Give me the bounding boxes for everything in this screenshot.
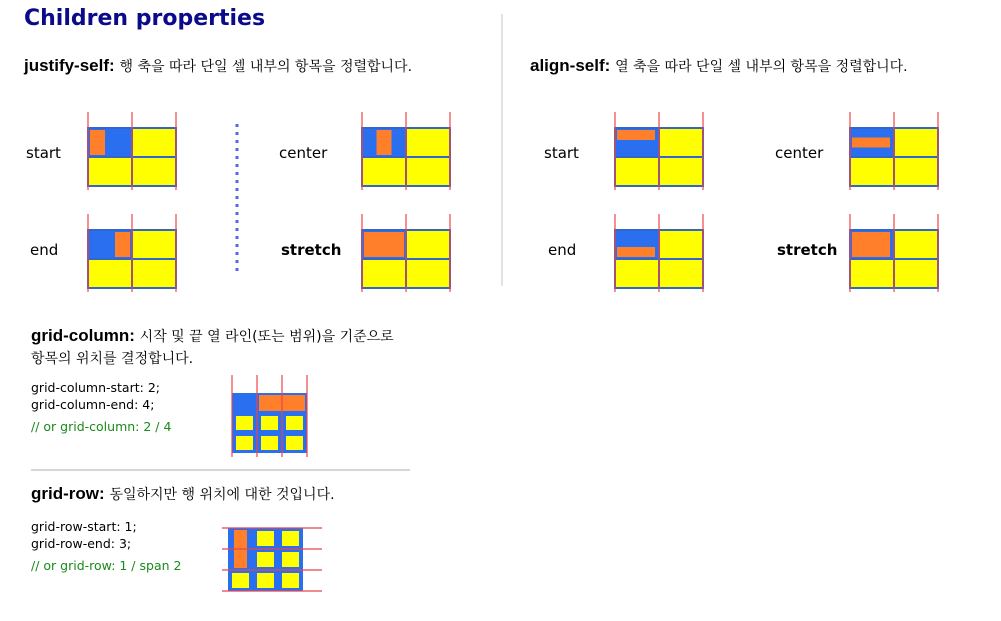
- align-self-heading: [530, 56, 908, 76]
- grid-item: [115, 232, 130, 257]
- grid-cell: [132, 230, 176, 259]
- grid-cell: [894, 157, 938, 186]
- justify-self-description: 행 축을 따라 단일 셀 내부의 항목을 정렬합니다.: [119, 59, 413, 75]
- grid-cell: [850, 259, 894, 288]
- grid-column-heading: [31, 326, 394, 346]
- align-stretch-label: stretch: [777, 241, 838, 259]
- grid-cell: [286, 416, 303, 430]
- justify-start-diagram: [86, 112, 180, 190]
- grid-column-description-line1: 시작 및 끝 열 라인(또는 범위)을 기준으로: [139, 329, 394, 345]
- grid-item: [377, 130, 392, 155]
- page-title: Children properties: [24, 6, 266, 31]
- grid-item: [852, 232, 890, 257]
- grid-cell: [132, 128, 176, 157]
- justify-self-name: justify-self:: [24, 56, 115, 75]
- grid-row-description: 동일하지만 행 위치에 대한 것입니다.: [109, 487, 335, 503]
- grid-cell: [286, 436, 303, 450]
- justify-end-diagram: [86, 214, 180, 292]
- grid-cell: [257, 552, 274, 567]
- justify-self-heading: [24, 56, 412, 76]
- justify-start-label: start: [26, 144, 61, 162]
- grid-column-diagram: [228, 375, 310, 457]
- grid-cell: [257, 573, 274, 588]
- grid-column-description-line2-wrap: [31, 348, 193, 368]
- grid-cell: [257, 531, 274, 546]
- align-end-diagram: [613, 214, 707, 292]
- grid-row-diagram: [222, 524, 322, 590]
- grid-item: [90, 130, 105, 155]
- dotted-separator: [234, 124, 242, 276]
- horizontal-divider: [31, 469, 410, 471]
- grid-cell: [132, 259, 176, 288]
- grid-column-comment: // or grid-column: 2 / 4: [31, 419, 172, 434]
- grid-cell: [894, 259, 938, 288]
- vertical-divider: [501, 14, 503, 286]
- grid-item: [617, 130, 655, 140]
- grid-cell: [132, 157, 176, 186]
- grid-cell: [659, 128, 703, 157]
- grid-cell: [261, 416, 278, 430]
- justify-end-label: end: [30, 241, 59, 259]
- justify-center-diagram: [360, 112, 454, 190]
- align-self-description: 열 축을 따라 단일 셀 내부의 항목을 정렬합니다.: [615, 59, 908, 75]
- grid-cell: [362, 157, 406, 186]
- grid-row-code-line2: grid-row-end: 3;: [31, 536, 132, 551]
- align-stretch-diagram: [848, 214, 942, 292]
- align-start-diagram: [613, 112, 707, 190]
- justify-stretch-diagram: [360, 214, 454, 292]
- grid-cell: [659, 157, 703, 186]
- grid-cell: [850, 157, 894, 186]
- align-center-diagram: [848, 112, 942, 190]
- grid-cell: [406, 259, 450, 288]
- grid-cell: [659, 230, 703, 259]
- grid-cell: [615, 157, 659, 186]
- grid-cell: [261, 436, 278, 450]
- grid-item: [364, 232, 404, 257]
- grid-item: [617, 247, 655, 257]
- grid-cell: [406, 157, 450, 186]
- grid-cell: [894, 128, 938, 157]
- grid-item: [852, 138, 890, 148]
- grid-column-description-line2: 항목의 위치를 결정합니다.: [31, 351, 194, 367]
- justify-stretch-label: stretch: [281, 241, 342, 259]
- justify-center-label: center: [279, 144, 328, 162]
- grid-cell: [232, 573, 249, 588]
- grid-cell: [615, 259, 659, 288]
- grid-cell: [659, 259, 703, 288]
- align-center-label: center: [775, 144, 824, 162]
- grid-cell: [88, 259, 132, 288]
- grid-row-heading: [31, 484, 335, 504]
- grid-row-comment: // or grid-row: 1 / span 2: [31, 558, 182, 573]
- grid-cell: [894, 230, 938, 259]
- grid-cell: [282, 573, 299, 588]
- align-end-label: end: [548, 241, 577, 259]
- grid-row-code-line1: grid-row-start: 1;: [31, 519, 137, 534]
- grid-cell: [362, 259, 406, 288]
- grid-cell: [88, 157, 132, 186]
- grid-cell: [282, 552, 299, 567]
- grid-cell: [406, 128, 450, 157]
- align-start-label: start: [544, 144, 579, 162]
- grid-column-code-line2: grid-column-end: 4;: [31, 397, 155, 412]
- grid-cell: [236, 436, 253, 450]
- align-self-name: align-self:: [530, 56, 611, 75]
- grid-column-name: grid-column:: [31, 326, 135, 345]
- grid-cell: [282, 531, 299, 546]
- grid-cell: [236, 416, 253, 430]
- grid-column-code-line1: grid-column-start: 2;: [31, 380, 160, 395]
- grid-cell: [406, 230, 450, 259]
- grid-row-name: grid-row:: [31, 484, 105, 503]
